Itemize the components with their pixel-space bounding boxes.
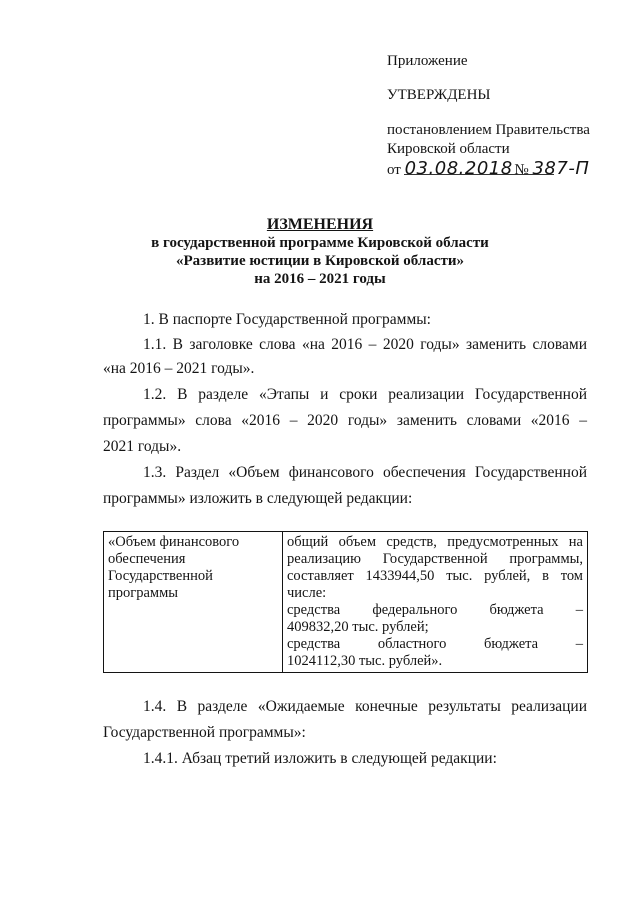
from-label: от (387, 162, 401, 178)
title-main: ИЗМЕНЕНИЯ (266, 216, 374, 233)
paragraph-1-3-line-2: программы» изложить в следующей редакции: (103, 490, 413, 507)
approval-block (387, 52, 468, 71)
handwritten-number: 387-П (532, 158, 590, 179)
finance-label-line: программы (108, 585, 178, 601)
approved-label: УТВЕРЖДЕНЫ (387, 87, 491, 103)
finance-value-line: средства федерального бюджета – (287, 602, 583, 618)
title-line-2: в государственной программе Кировской области (151, 235, 489, 251)
decree-line-1: постановлением Правительства (387, 122, 590, 138)
paragraph-1-4-1: 1.4.1. Абзац третий изложить в следующей редакции: (143, 750, 497, 767)
handwritten-date: 03.08.2018 (404, 158, 513, 179)
paragraph-1-3-line-1: 1.3. Раздел «Объем финансового обеспечения Государственной (143, 464, 587, 481)
title-line-3: «Развитие юстиции в Кировской области» (176, 253, 464, 269)
finance-value-line: средства областного бюджета – (287, 636, 583, 652)
finance-value-line: реализацию Государственной программы, (287, 551, 583, 567)
title-line-4: на 2016 – 2021 годы (254, 271, 386, 287)
paragraph-1: 1. В паспорте Государственной программы: (143, 311, 431, 328)
paragraph-1-2-line-3: 2021 годы». (103, 438, 182, 455)
finance-label-cell (104, 532, 283, 673)
paragraph-1-4-line-2: Государственной программы»: (103, 724, 306, 741)
finance-table (103, 531, 588, 673)
finance-label-line: «Объем финансового (108, 534, 240, 550)
decree-line-2: Кировской области (387, 141, 510, 157)
appendix-label: Приложение (387, 53, 468, 69)
paragraph-1-2-line-2: программы» слова «2016 – 2020 годы» заменить словами «2016 – (103, 412, 587, 429)
finance-value-line: 1024112,30 тыс. рублей». (287, 653, 443, 669)
paragraph-1-1-line-1: 1.1. В заголовке слова «на 2016 – 2020 годы» заменить словами (143, 336, 587, 353)
paragraph-1-1-line-2: «на 2016 – 2021 годы». (103, 360, 255, 377)
number-sign: № (514, 162, 529, 178)
finance-label-line: Государственной (108, 568, 213, 584)
document-title (0, 216, 640, 288)
finance-value-line: составляет 1433944,50 тыс. рублей, в том (287, 568, 583, 584)
paragraph-1-2-line-1: 1.2. В разделе «Этапы и сроки реализации Государственной (143, 386, 587, 403)
date-underline (404, 174, 554, 175)
finance-label-line: обеспечения (108, 551, 186, 567)
paragraph-1-4-line-1: 1.4. В разделе «Ожидаемые конечные результаты реализации (143, 698, 587, 715)
finance-value-line: числе: (287, 585, 327, 601)
approved-block (387, 86, 491, 105)
table-row (104, 532, 588, 673)
finance-value-cell (283, 532, 588, 673)
decree-date-line (387, 159, 590, 180)
finance-value-line: общий объем средств, предусмотренных на (287, 534, 583, 550)
decree-block (387, 121, 590, 180)
finance-value-line: 409832,20 тыс. рублей; (287, 619, 429, 635)
